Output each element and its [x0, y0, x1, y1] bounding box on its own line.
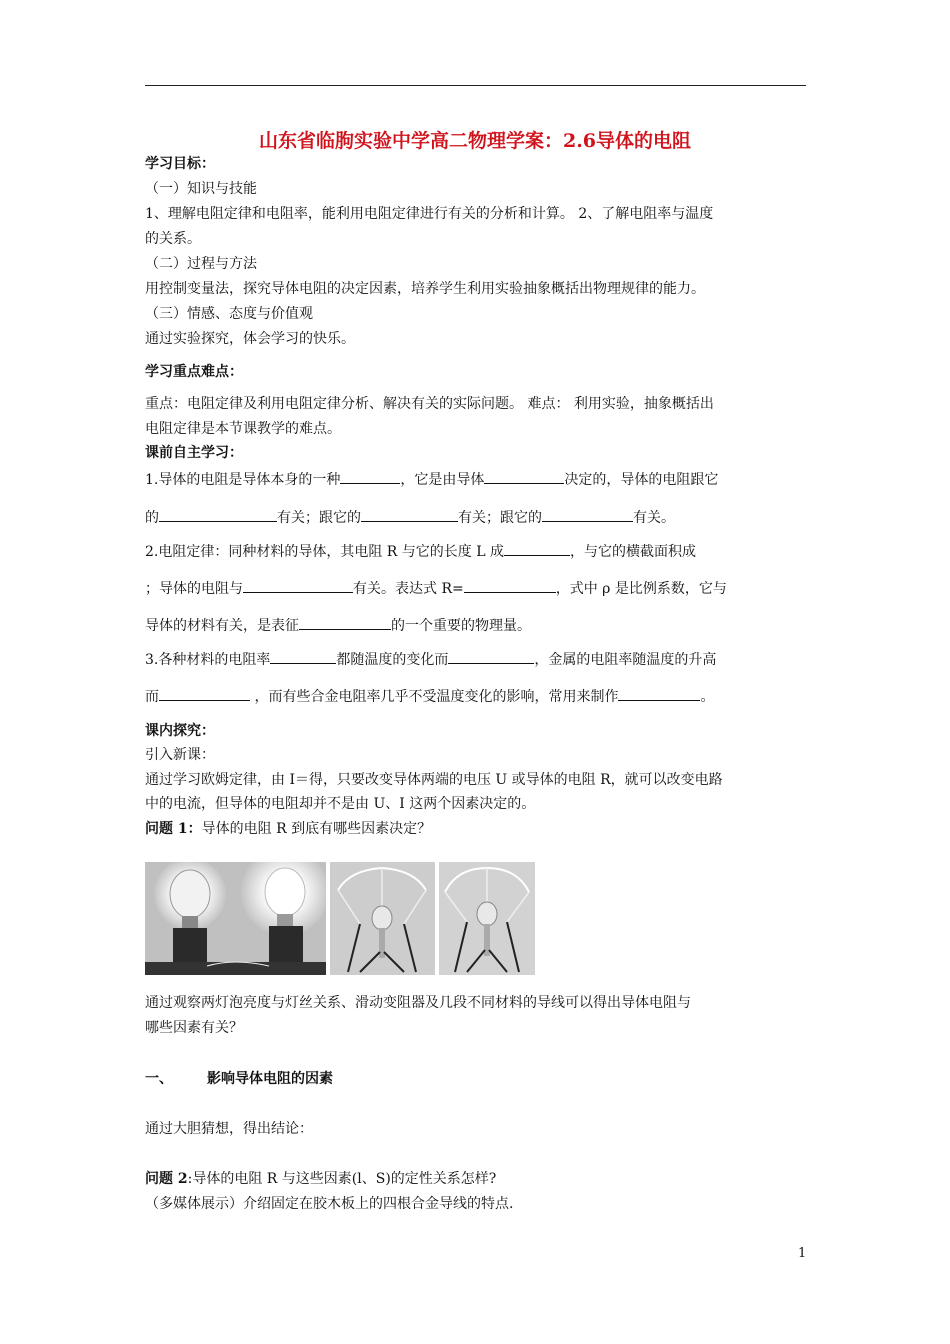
- fill-blank[interactable]: [448, 649, 534, 664]
- heading-in-class: 课内探究：: [145, 723, 215, 739]
- fill-blank[interactable]: [270, 649, 336, 664]
- fill-blank[interactable]: [361, 507, 458, 522]
- text-line: 通过大胆猜想，得出结论：: [145, 1121, 313, 1137]
- text-line: 通过学习欧姆定律，由 I＝得，只要改变导体两端的电压 U 或导体的电阻 R，就可以改变电路: [145, 772, 723, 788]
- text-line: （二）过程与方法: [145, 256, 257, 272]
- filament-photo-2: [439, 862, 535, 975]
- fill-blank[interactable]: [484, 469, 564, 484]
- text-line: （一）知识与技能: [145, 181, 257, 197]
- question-3-line-2: 而 ，而有些合金电阻率几乎不受温度变化的影响，常用来制作 。: [145, 686, 807, 706]
- text-line: 电阻定律是本节课教学的难点。: [145, 421, 341, 437]
- problem-2: 问题 2:导体的电阻 R 与这些因素(l、S)的定性关系怎样?: [145, 1171, 497, 1187]
- text-line: （多媒体展示）介绍固定在胶木板上的四根合金导线的特点.: [145, 1196, 514, 1212]
- text-line: 1、理解电阻定律和电阻率，能利用电阻定律进行有关的分析和计算。 2、了解电阻率与温度: [145, 206, 714, 222]
- text-line: 的关系。: [145, 231, 201, 247]
- question-2-line-3: 导体的材料有关，是表征 的一个重要的物理量。: [145, 615, 807, 635]
- fill-blank[interactable]: [243, 578, 353, 593]
- fill-blank[interactable]: [159, 507, 277, 522]
- problem-1: 问题 1：导体的电阻 R 到底有哪些因素决定？: [145, 821, 432, 837]
- question-2-line-1: 2.电阻定律：同种材料的导体，其电阻 R 与它的长度 L 成 ，与它的横截面积成: [145, 541, 807, 561]
- page-number: 1: [798, 1246, 807, 1261]
- question-1-line-2: 的 有关；跟它的 有关；跟它的 有关。: [145, 507, 807, 527]
- bulb-photos: [145, 862, 535, 975]
- text-line: （三）情感、态度与价值观: [145, 306, 313, 322]
- fill-blank[interactable]: [159, 686, 250, 701]
- question-2-line-2: ；导体的电阻与 有关。表达式 R= ，式中 ρ 是比例系数，它与: [145, 578, 807, 598]
- header-rule: [145, 85, 806, 86]
- fill-blank[interactable]: [542, 507, 633, 522]
- text-line: 通过实验探究，体会学习的快乐。: [145, 331, 355, 347]
- fill-blank[interactable]: [464, 578, 556, 593]
- question-3-line-1: 3.各种材料的电阻率 都随温度的变化而 ，金属的电阻率随温度的升高: [145, 649, 807, 669]
- text-line: 通过观察两灯泡亮度与灯丝关系、滑动变阻器及几段不同材料的导线可以得出导体电阻与: [145, 995, 691, 1011]
- heading-objectives: 学习目标：: [145, 156, 215, 172]
- text-line: 中的电流，但导体的电阻却并不是由 U、I 这两个因素决定的。: [145, 796, 536, 812]
- filament-photo-1: [330, 862, 435, 975]
- fill-blank[interactable]: [504, 541, 570, 556]
- section-heading-1: 一、 影响导体电阻的因素: [145, 1071, 333, 1087]
- fill-blank[interactable]: [618, 686, 700, 701]
- fill-blank[interactable]: [340, 469, 400, 484]
- text-line: 引入新课：: [145, 747, 215, 763]
- text-line: 用控制变量法，探究导体电阻的决定因素，培养学生利用实验抽象概括出物理规律的能力。: [145, 281, 705, 297]
- text-line: 重点：电阻定律及利用电阻定律分析、解决有关的实际问题。 难点： 利用实验，抽象概括出: [145, 396, 714, 412]
- question-1-line-1: 1.导体的电阻是导体本身的一种 ，它是由导体 决定的，导体的电阻跟它: [145, 469, 807, 489]
- heading-key-points: 学习重点难点：: [145, 364, 243, 380]
- heading-preview: 课前自主学习：: [145, 445, 243, 461]
- fill-blank[interactable]: [299, 615, 391, 630]
- text-line: 哪些因素有关？: [145, 1020, 243, 1036]
- bulbs-photo: [145, 862, 326, 975]
- document-title: 山东省临朐实验中学高二物理学案：2.6导体的电阻: [258, 130, 692, 152]
